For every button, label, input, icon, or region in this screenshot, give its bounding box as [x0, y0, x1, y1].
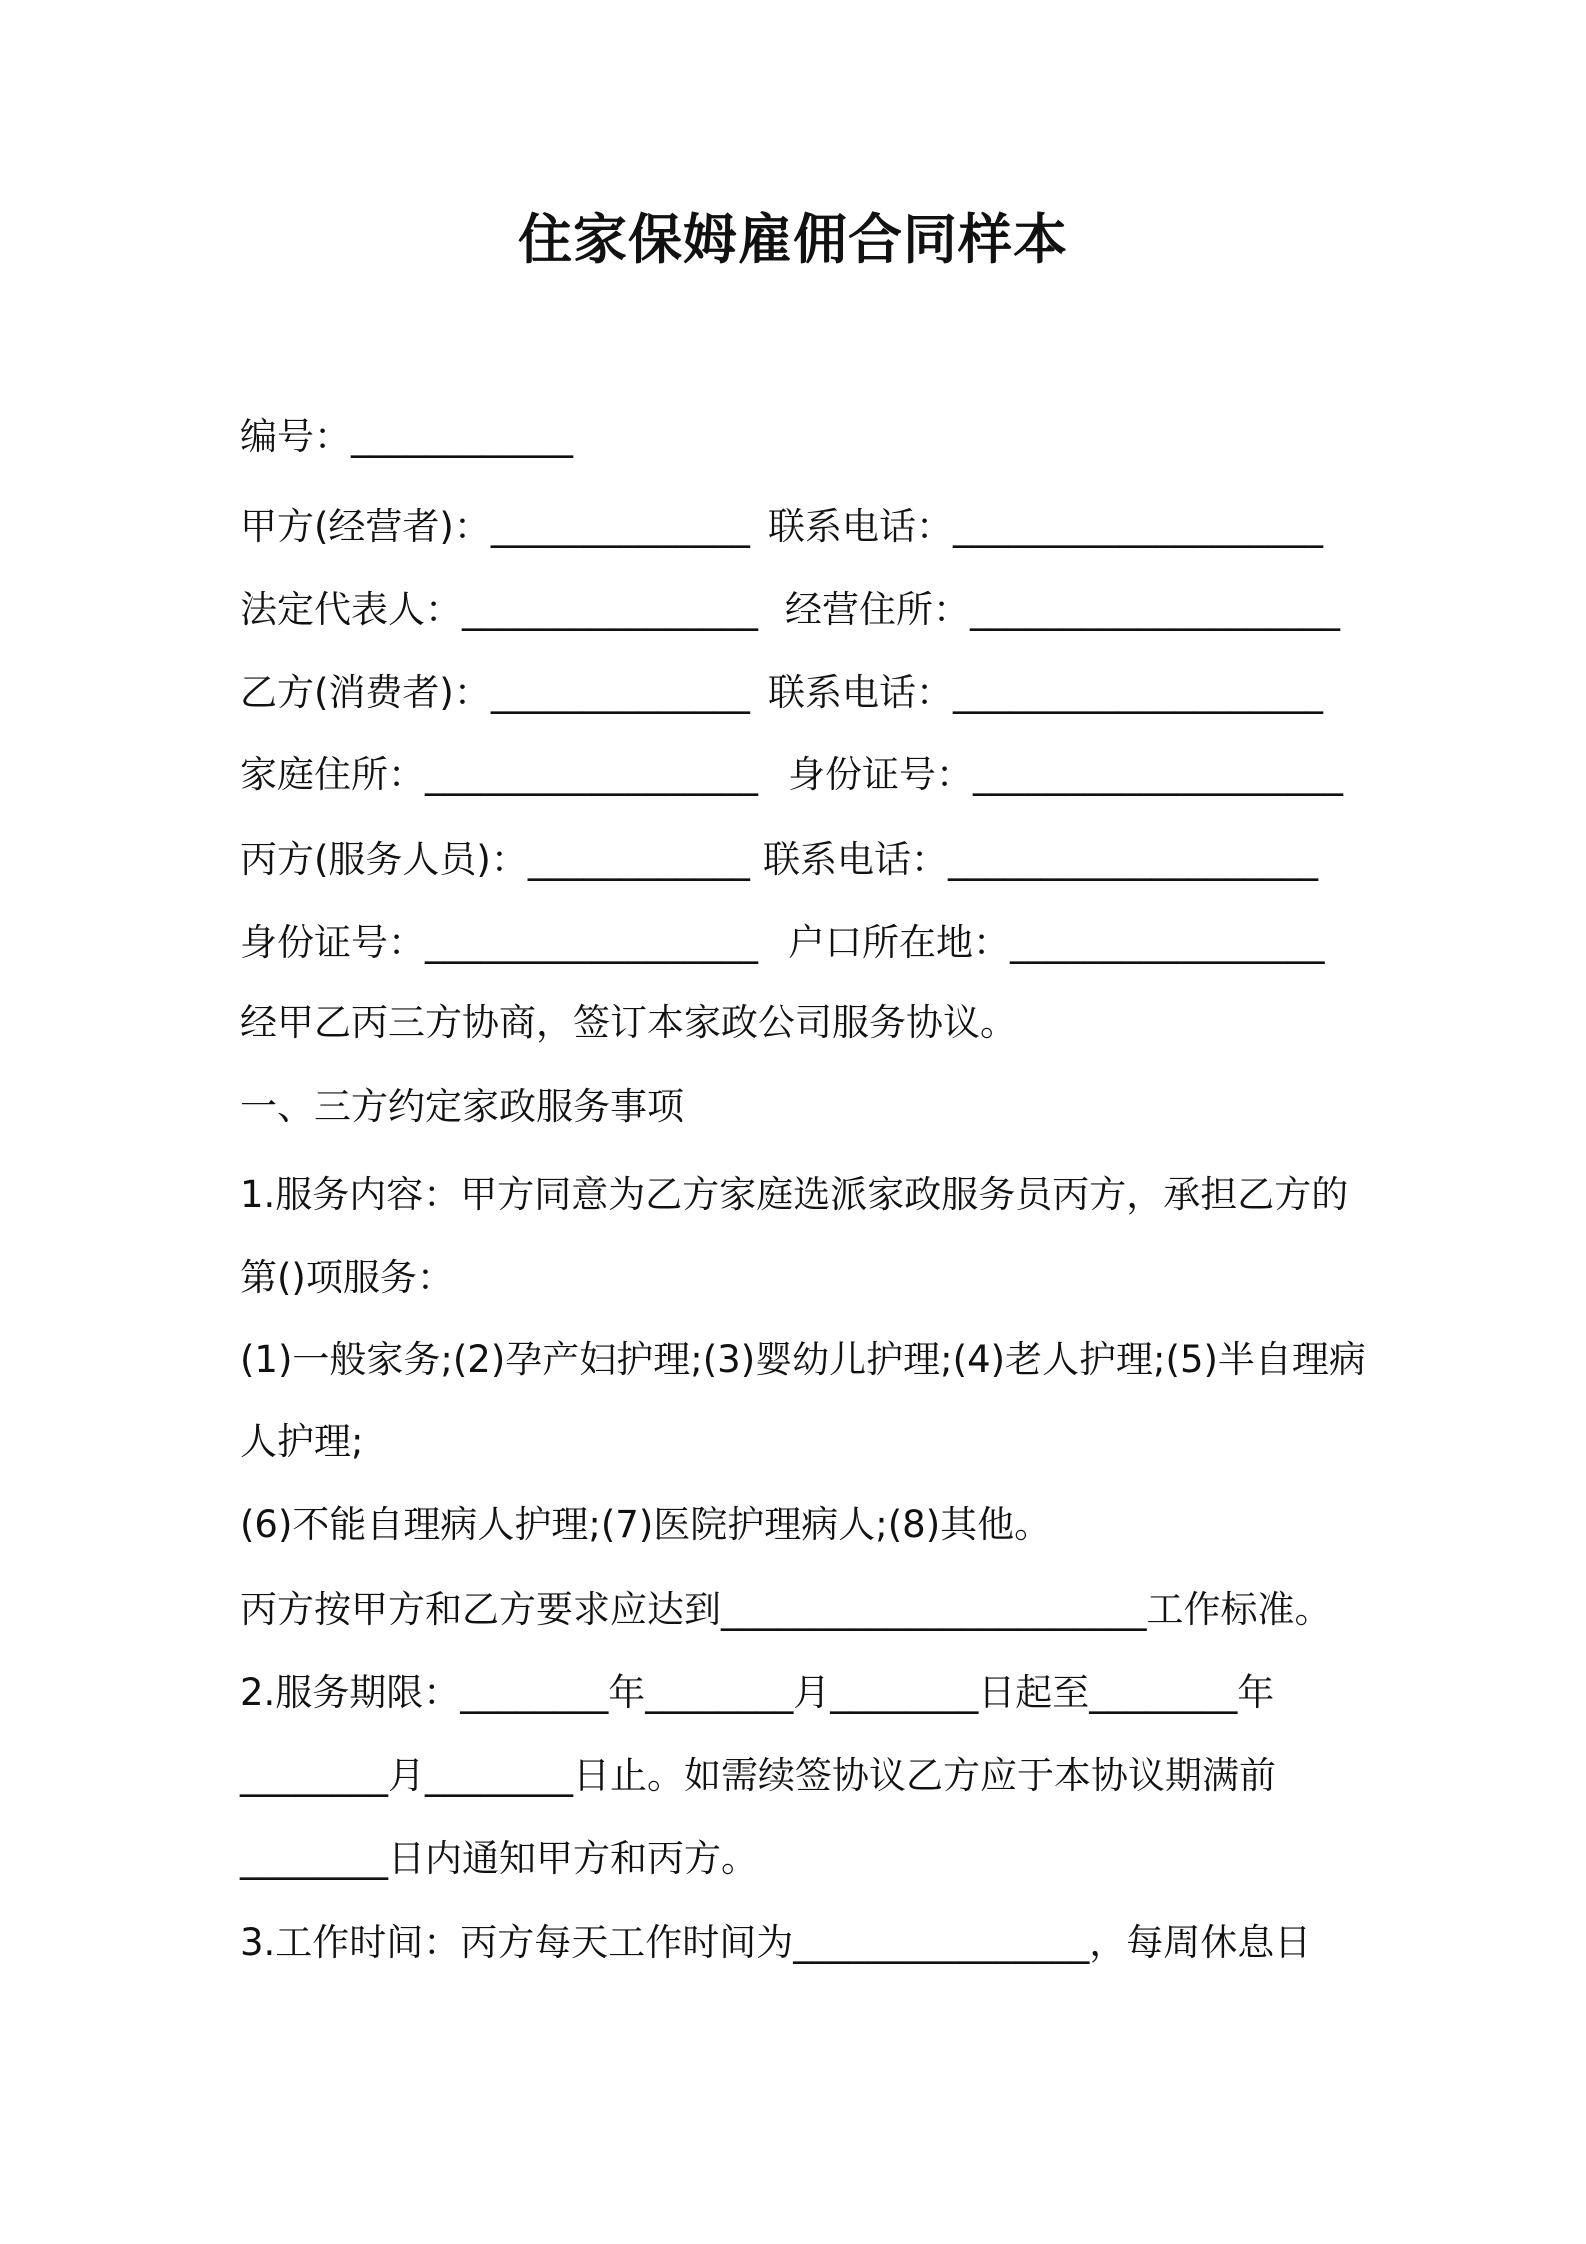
- party-a-name-field: 甲方(经营者)：______________: [240, 505, 750, 548]
- agreement-intro: 经甲乙丙三方协商，签订本家政公司服务协议。: [240, 1001, 1017, 1044]
- clause-text: 1.服务内容：甲方同意为乙方家庭选派家政服务员丙方，承担乙方的: [240, 1173, 1349, 1216]
- party-row: [240, 668, 1360, 718]
- clause-text: 3.工作时间：丙方每天工作时间为________________，每周休息日: [240, 1921, 1312, 1964]
- party-row: [240, 918, 1360, 968]
- legal-representative-field: 法定代表人：________________: [240, 588, 758, 631]
- clause-text: 第()项服务：: [240, 1256, 454, 1299]
- section-heading: 一、三方约定家政服务事项: [240, 1085, 684, 1128]
- business-address-field: 经营住所：____________________: [785, 588, 1340, 631]
- party-row: [240, 835, 1360, 885]
- party-a-phone-field: 联系电话：____________________: [768, 505, 1323, 548]
- party-c-id-field: 身份证号：__________________: [240, 921, 758, 964]
- clause-text: 人护理;: [240, 1420, 364, 1463]
- party-row: [240, 585, 1360, 635]
- home-address-field: 家庭住所：__________________: [240, 753, 758, 796]
- document-title: 住家保姆雇佣合同样本: [518, 208, 1068, 271]
- clause-text: 2.服务期限：________年________月________日起至________年: [240, 1671, 1275, 1714]
- party-c-phone-field: 联系电话：____________________: [763, 838, 1318, 881]
- party-c-name-field: 丙方(服务人员)：____________: [240, 838, 750, 881]
- clause-text: (6)不能自理病人护理;(7)医院护理病人;(8)其他。: [240, 1503, 1052, 1546]
- clause-text: (1)一般家务;(2)孕产妇护理;(3)婴幼儿护理;(4)老人护理;(5)半自理病: [240, 1338, 1366, 1381]
- household-registration-field: 户口所在地：_________________: [788, 921, 1325, 964]
- clause-text: ________日内通知甲方和丙方。: [240, 1837, 758, 1880]
- party-row: [240, 750, 1360, 800]
- party-b-id-field: 身份证号：____________________: [788, 753, 1343, 796]
- clause-text: 丙方按甲方和乙方要求应达到_______________________工作标准。: [240, 1588, 1332, 1631]
- party-b-name-field: 乙方(消费者)：______________: [240, 671, 750, 714]
- party-row: [240, 502, 1360, 552]
- party-b-phone-field: 联系电话：____________________: [768, 671, 1323, 714]
- contract-number-line: 编号：____________: [240, 415, 573, 458]
- clause-text: ________月________日止。如需续签协议乙方应于本协议期满前: [240, 1754, 1276, 1797]
